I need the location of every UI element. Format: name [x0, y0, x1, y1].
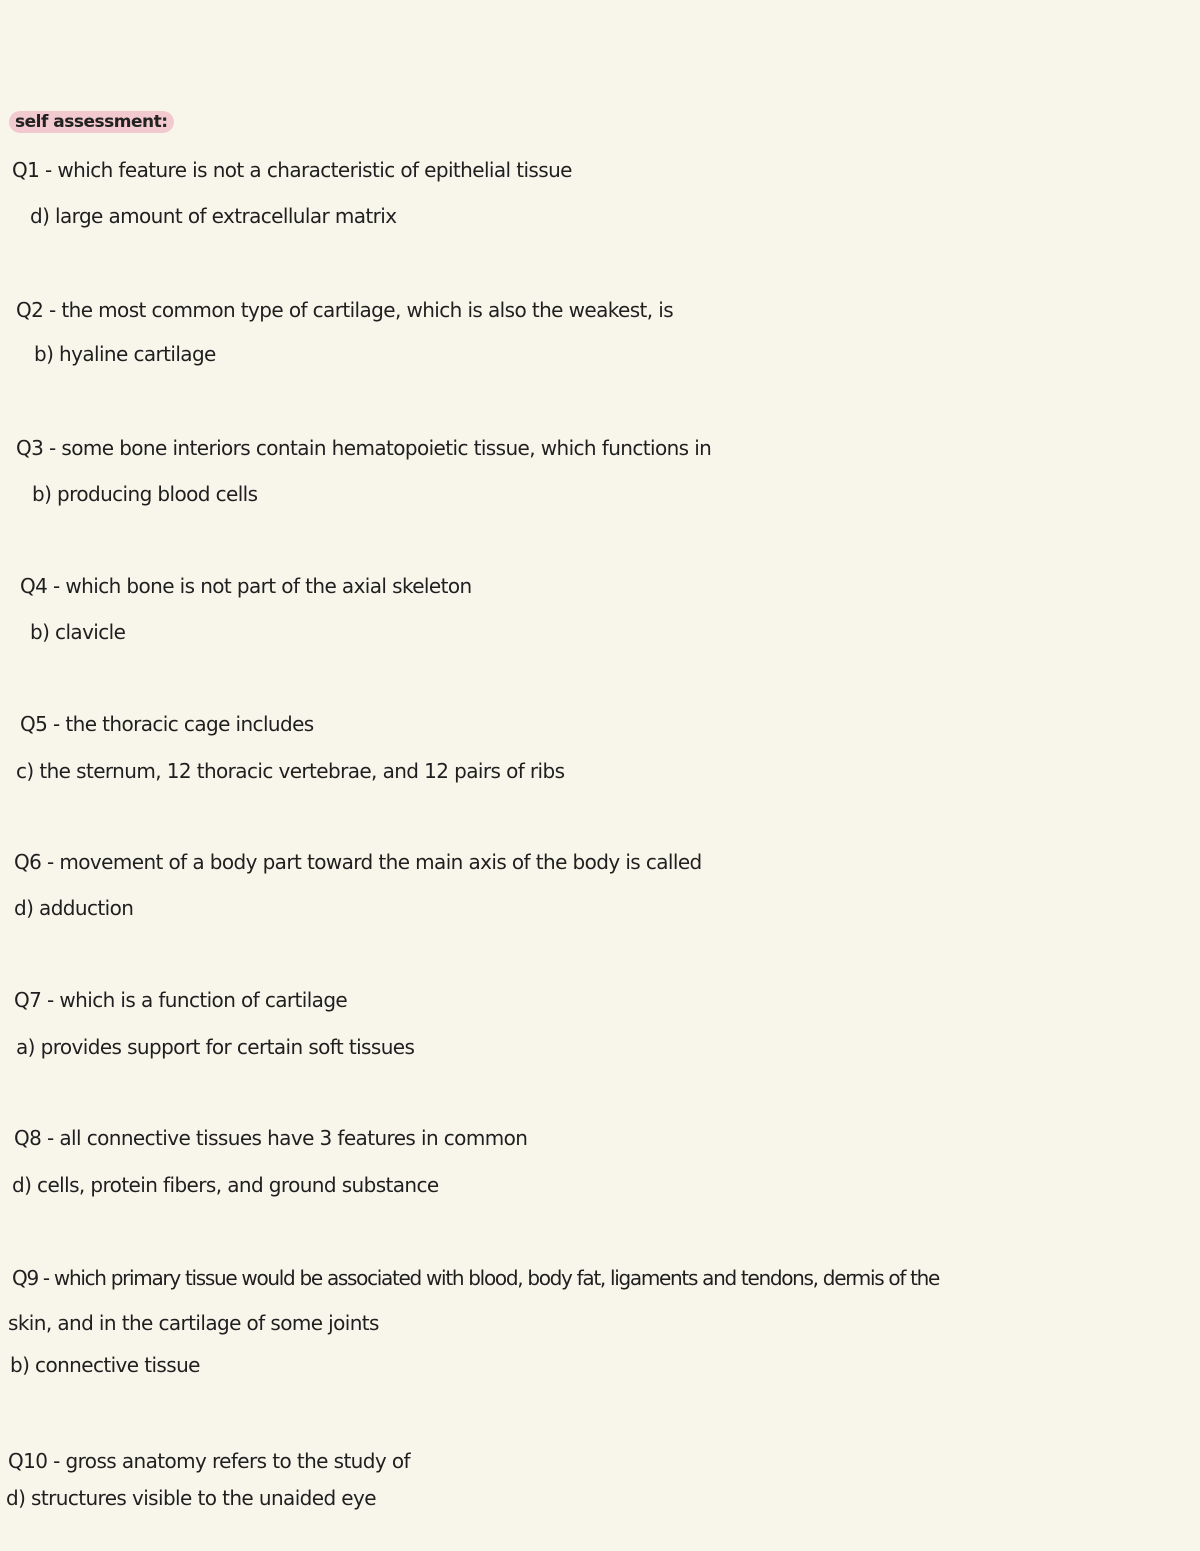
- question-1: Q1 - which feature is not a characteristic of epithelial tissue: [12, 158, 572, 182]
- answer-7: a) provides support for certain soft tissues: [16, 1035, 415, 1059]
- question-9: Q9 - which primary tissue would be associated with blood, body fat, ligaments and tendons, dermis of the: [12, 1266, 940, 1290]
- question-4: Q4 - which bone is not part of the axial skeleton: [20, 574, 472, 598]
- answer-6: d) adduction: [14, 896, 134, 920]
- answer-5: c) the sternum, 12 thoracic vertebrae, and 12 pairs of ribs: [16, 759, 565, 783]
- answer-10: d) structures visible to the unaided eye: [6, 1486, 376, 1510]
- question-9-continued: skin, and in the cartilage of some joints: [8, 1311, 379, 1335]
- answer-9: b) connective tissue: [10, 1353, 200, 1377]
- question-8: Q8 - all connective tissues have 3 features in common: [14, 1126, 528, 1150]
- answer-1: d) large amount of extracellular matrix: [30, 204, 397, 228]
- answer-3: b) producing blood cells: [32, 482, 258, 506]
- section-heading: self assessment:: [9, 111, 174, 133]
- question-7: Q7 - which is a function of cartilage: [14, 988, 348, 1012]
- answer-8: d) cells, protein fibers, and ground substance: [12, 1173, 439, 1197]
- question-6: Q6 - movement of a body part toward the main axis of the body is called: [14, 850, 702, 874]
- answer-4: b) clavicle: [30, 620, 126, 644]
- answer-2: b) hyaline cartilage: [34, 342, 216, 366]
- question-10: Q10 - gross anatomy refers to the study of: [8, 1449, 410, 1473]
- question-5: Q5 - the thoracic cage includes: [20, 712, 314, 736]
- question-3: Q3 - some bone interiors contain hematopoietic tissue, which functions in: [16, 436, 712, 460]
- question-2: Q2 - the most common type of cartilage, which is also the weakest, is: [16, 298, 674, 322]
